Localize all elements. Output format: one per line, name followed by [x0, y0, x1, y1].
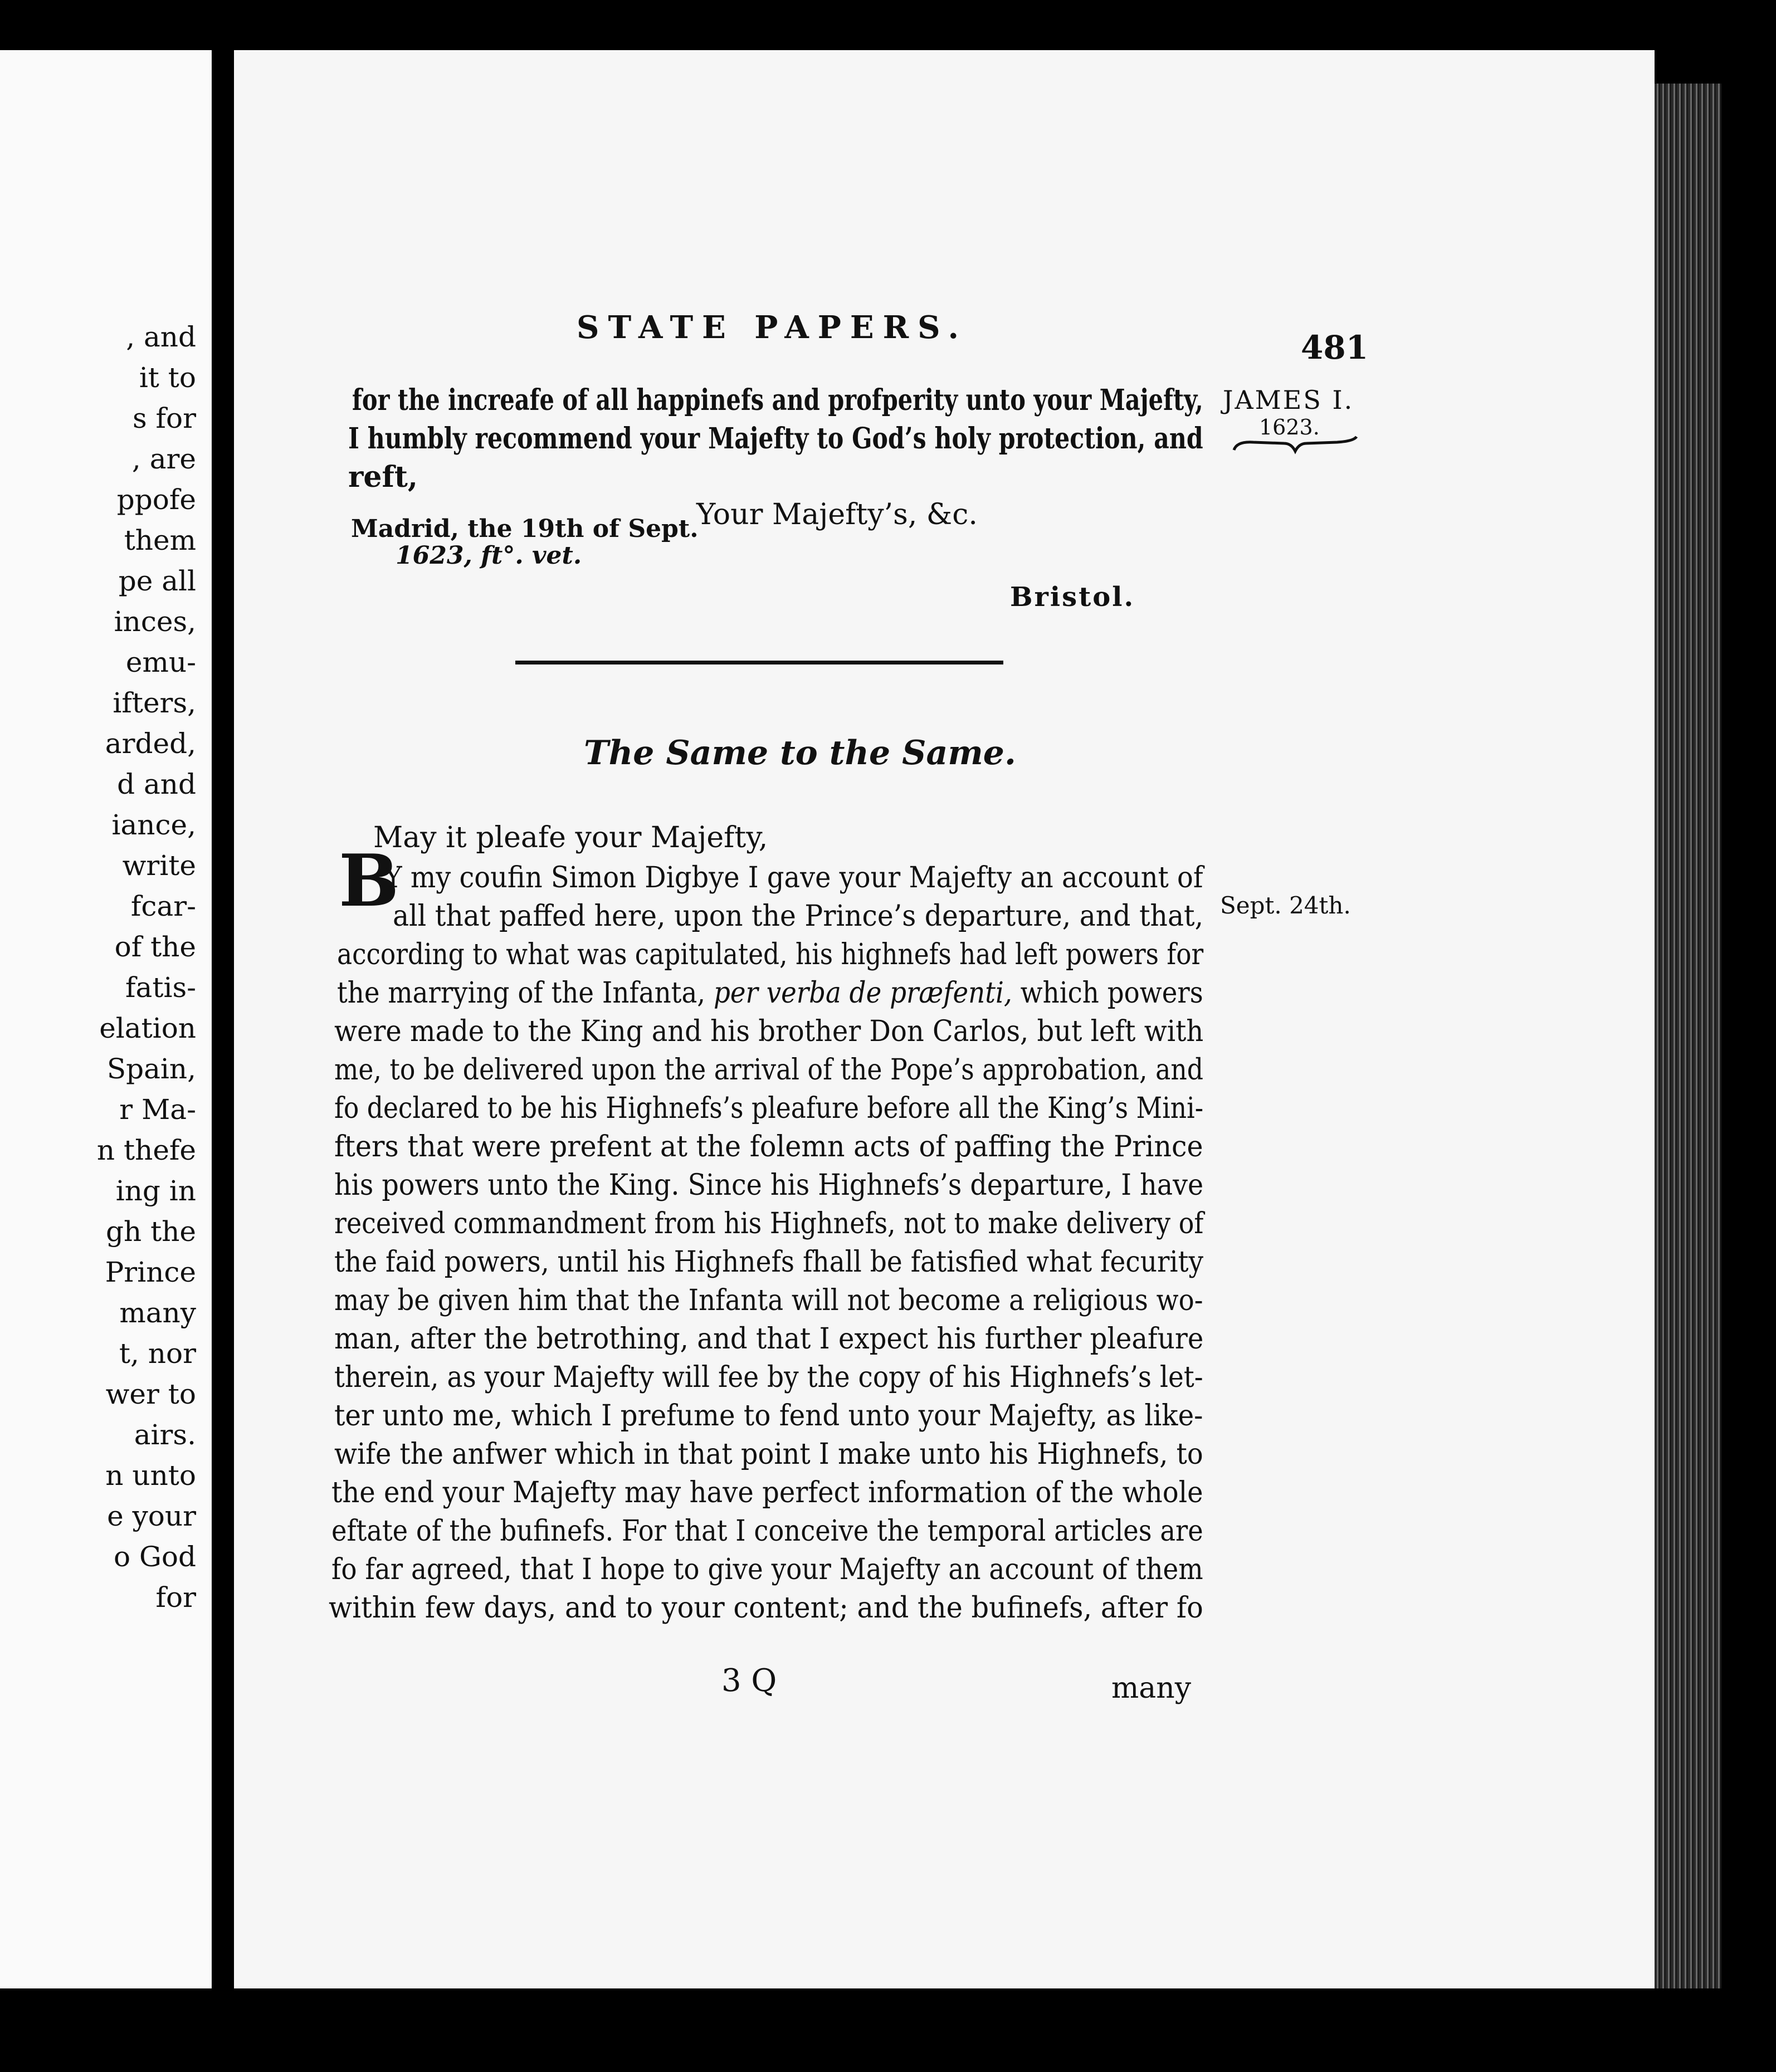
- left-line: of the: [114, 931, 196, 963]
- valediction: Your Majefty’s, &c.: [696, 498, 978, 531]
- page-number: 481: [1301, 329, 1369, 366]
- signature-mark: 3 Q: [721, 1663, 777, 1699]
- left-line: iance,: [111, 809, 196, 841]
- text-line: according to what was capitulated, his highnefs had left powers for: [337, 938, 1204, 971]
- text-line: ter unto me, which I prefume to fend unto your Majefty, as like-: [334, 1399, 1203, 1433]
- left-line: n unto: [105, 1459, 196, 1492]
- left-line: elation: [99, 1012, 196, 1044]
- text-line: me, to be delivered upon the arrival of the Pope’s approbation, and: [334, 1053, 1204, 1087]
- text-line: Y my coufin Simon Digbye I gave your Majefty an account of: [384, 861, 1203, 895]
- margin-date-note: Sept. 24th.: [1220, 892, 1351, 919]
- letter-title: The Same to the Same.: [584, 734, 1016, 773]
- text-line: wife the anfwer which in that point I make unto his Highnefs, to: [334, 1438, 1203, 1471]
- margin-year: 1623.: [1259, 415, 1320, 439]
- text-line: his powers unto the King. Since his Highnefs’s departure, I have: [334, 1169, 1204, 1202]
- text-line: may be given him that the Infanta will not become a religious wo-: [334, 1284, 1203, 1317]
- drop-cap: B: [339, 839, 399, 923]
- left-line: s for: [132, 402, 196, 434]
- text-line: eftate of the bufinefs. For that I conceive the temporal articles are: [331, 1514, 1203, 1548]
- left-line: ppofe: [116, 483, 196, 516]
- section-rule: [515, 661, 1003, 664]
- right-page: [234, 50, 1655, 1988]
- text-segment: the marrying of the Infanta,: [337, 976, 706, 1010]
- left-line: , and: [126, 321, 196, 353]
- text-line: for the increafe of all happinefs and profperity unto your Majefty,: [352, 383, 1203, 417]
- text-line: reft,: [348, 460, 418, 494]
- left-line: , are: [131, 443, 196, 475]
- left-line: them: [124, 524, 196, 556]
- left-line: write: [122, 849, 196, 882]
- place-date-line: 1623, ft°. vet.: [396, 541, 582, 570]
- text-line: [337, 976, 1203, 1010]
- text-line: the faid powers, until his Highnefs fhall be fatisfied what fecurity: [334, 1245, 1204, 1279]
- left-facing-page: [0, 50, 212, 1988]
- text-segment: which powers: [1020, 976, 1203, 1010]
- signature: Bristol.: [1010, 581, 1135, 613]
- left-line: gh the: [106, 1215, 196, 1248]
- left-line: e your: [107, 1500, 196, 1532]
- left-line: arded,: [105, 727, 196, 760]
- text-line: I humbly recommend your Majefty to God’s holy protection, and: [348, 422, 1203, 456]
- left-line: n thefe: [96, 1134, 196, 1166]
- text-line: within few days, and to your content; and the bufinefs, after fo: [329, 1591, 1203, 1625]
- left-line: Spain,: [106, 1053, 196, 1085]
- left-line: d and: [117, 768, 196, 800]
- text-line: therein, as your Majefty will fee by the copy of his Highnefs’s let-: [334, 1361, 1203, 1394]
- left-line: ifters,: [113, 687, 196, 719]
- left-line: many: [119, 1297, 196, 1329]
- left-line: Prince: [105, 1256, 196, 1288]
- left-line: inces,: [114, 605, 196, 638]
- text-line: fo far agreed, that I hope to give your Majefty an account of them: [331, 1553, 1203, 1586]
- left-line: t, nor: [119, 1337, 196, 1370]
- text-line: fo declared to be his Highnefs’s pleafure before all the King’s Mini-: [334, 1092, 1204, 1125]
- left-line: r Ma-: [119, 1093, 196, 1126]
- text-line: were made to the King and his brother Don Carlos, but left with: [334, 1015, 1204, 1048]
- left-line: o God: [113, 1541, 196, 1573]
- place-date-line: Madrid, the 19th of Sept.: [351, 515, 699, 543]
- left-line: it to: [139, 361, 196, 394]
- salutation: May it pleafe your Majefty,: [373, 821, 768, 854]
- text-line: all that paffed here, upon the Prince’s departure, and that,: [393, 900, 1204, 933]
- left-line: wer to: [105, 1378, 196, 1410]
- catchword: many: [1111, 1672, 1192, 1705]
- running-header: STATE PAPERS.: [577, 309, 968, 346]
- left-line: airs.: [134, 1419, 196, 1451]
- text-line: fters that were prefent at the folemn acts of paffing the Prince: [334, 1130, 1203, 1164]
- margin-king: JAMES I.: [1223, 385, 1354, 415]
- text-line: man, after the betrothing, and that I expect his further pleafure: [334, 1322, 1204, 1356]
- left-line: fatis-: [125, 971, 196, 1004]
- left-line: for: [155, 1581, 196, 1614]
- left-line: fcar-: [130, 890, 196, 922]
- margin-brace: [1231, 434, 1359, 457]
- latin-phrase: per verba de præfenti,: [713, 976, 1012, 1010]
- text-line: received commandment from his Highnefs, not to make delivery of: [334, 1207, 1204, 1240]
- left-line: ing in: [115, 1175, 196, 1207]
- left-line: pe all: [118, 565, 196, 597]
- left-line: emu-: [125, 646, 196, 678]
- text-line: the end your Majefty may have perfect information of the whole: [331, 1476, 1203, 1509]
